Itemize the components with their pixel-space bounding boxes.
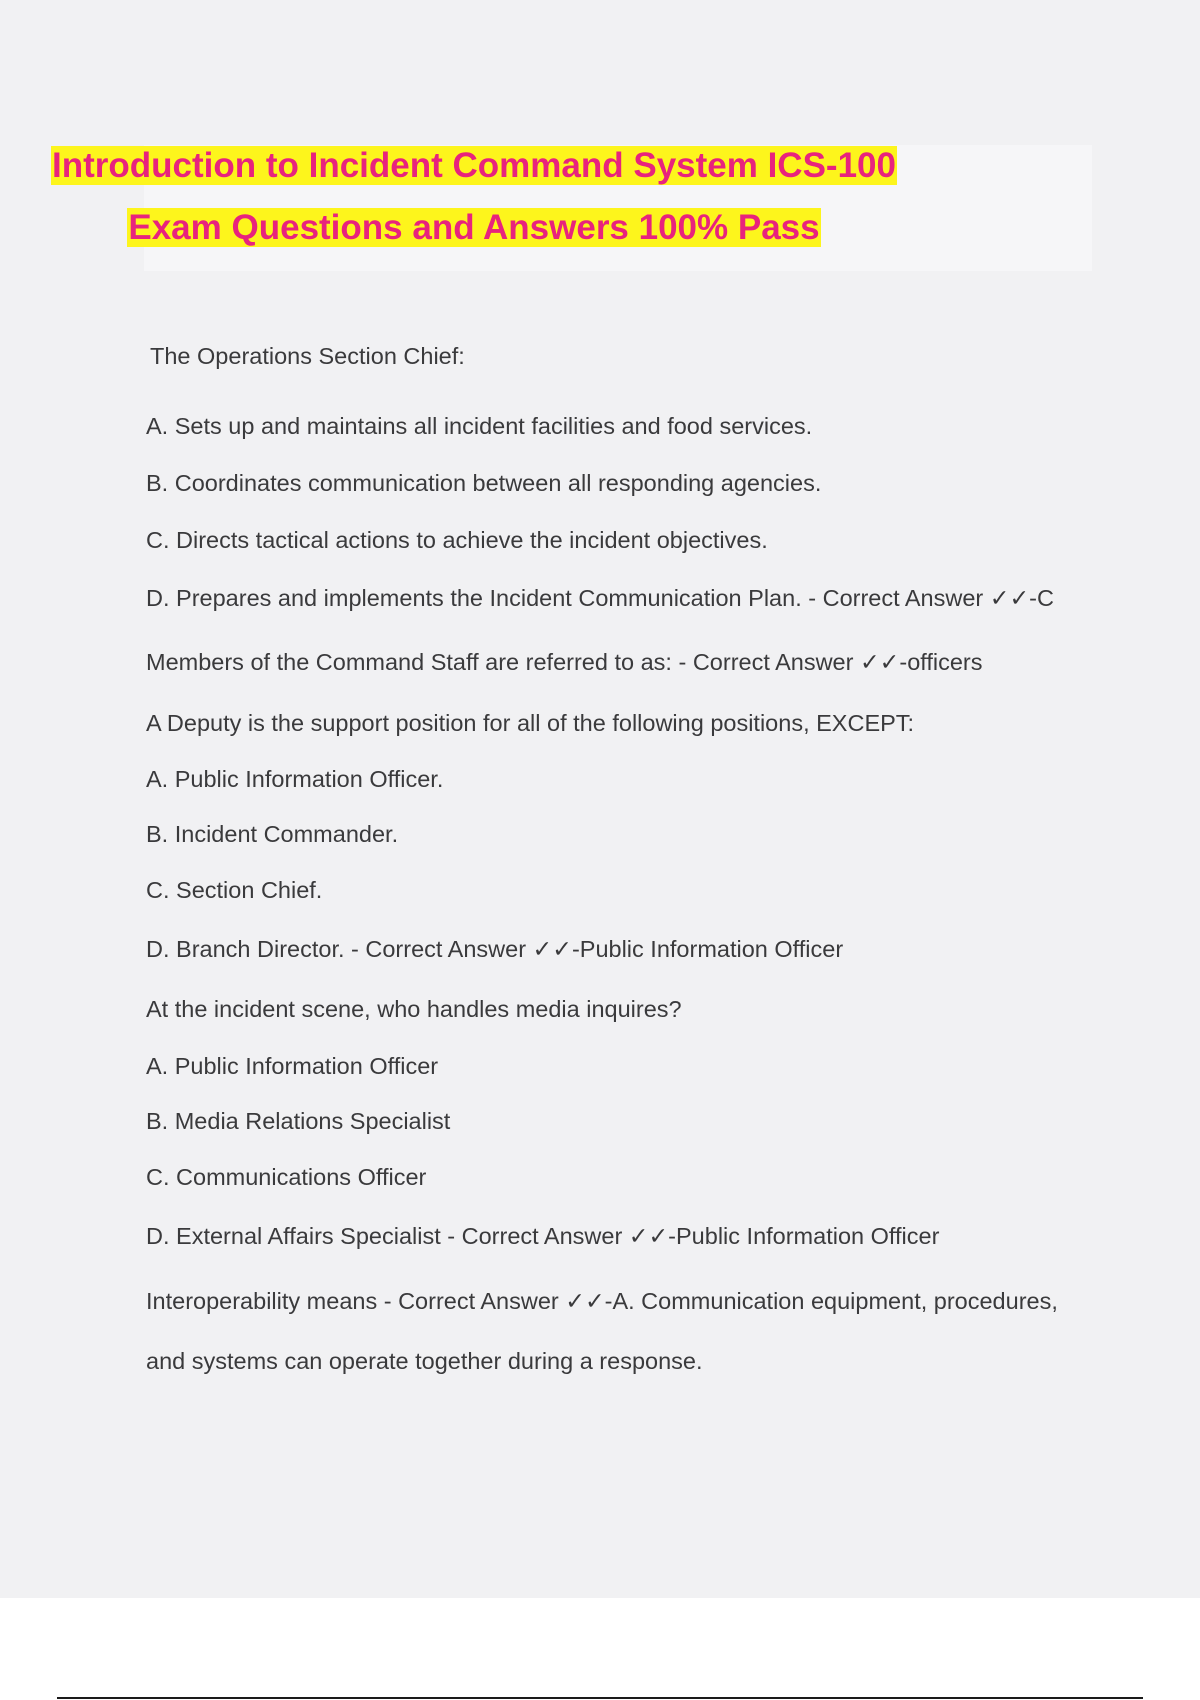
question-4-option-d-answer: D. External Affairs Specialist - Correct Answer ✓✓-Public Information Officer bbox=[146, 1223, 940, 1249]
question-1-option-a: A. Sets up and maintains all incident facilities and food services. bbox=[146, 413, 813, 439]
question-5-answer-line-2: and systems can operate together during a response. bbox=[146, 1348, 703, 1374]
question-3-stem: A Deputy is the support position for all of the following positions, EXCEPT: bbox=[146, 710, 915, 736]
title-highlight-1: Introduction to Incident Command System ICS-100 bbox=[52, 146, 896, 185]
question-4-option-a: A. Public Information Officer bbox=[146, 1053, 439, 1079]
question-1-option-d-answer: D. Prepares and implements the Incident Communication Plan. - Correct Answer ✓✓-C bbox=[146, 585, 1054, 611]
question-1-option-b: B. Coordinates communication between all responding agencies. bbox=[146, 470, 822, 496]
question-5-answer-line-1: Interoperability means - Correct Answer ✓✓-A. Communication equipment, procedures, bbox=[146, 1288, 1058, 1314]
title-highlight-2: Exam Questions and Answers 100% Pass bbox=[128, 208, 820, 247]
document-title-line-2 bbox=[0, 207, 948, 249]
question-2-answer: Members of the Command Staff are referred to as: - Correct Answer ✓✓-officers bbox=[146, 649, 983, 675]
question-4-option-c: C. Communications Officer bbox=[146, 1164, 427, 1190]
document-title-line-1 bbox=[0, 145, 948, 187]
question-3-option-d-answer: D. Branch Director. - Correct Answer ✓✓-Public Information Officer bbox=[146, 936, 844, 962]
question-4-stem: At the incident scene, who handles media inquires? bbox=[146, 996, 682, 1022]
question-4-option-b: B. Media Relations Specialist bbox=[146, 1108, 451, 1134]
question-1-option-c: C. Directs tactical actions to achieve the incident objectives. bbox=[146, 527, 768, 553]
question-3-option-a: A. Public Information Officer. bbox=[146, 766, 444, 792]
question-3-option-c: C. Section Chief. bbox=[146, 877, 323, 903]
question-1-stem: The Operations Section Chief: bbox=[150, 343, 465, 369]
question-3-option-b: B. Incident Commander. bbox=[146, 821, 399, 847]
page-divider bbox=[57, 1697, 1143, 1699]
